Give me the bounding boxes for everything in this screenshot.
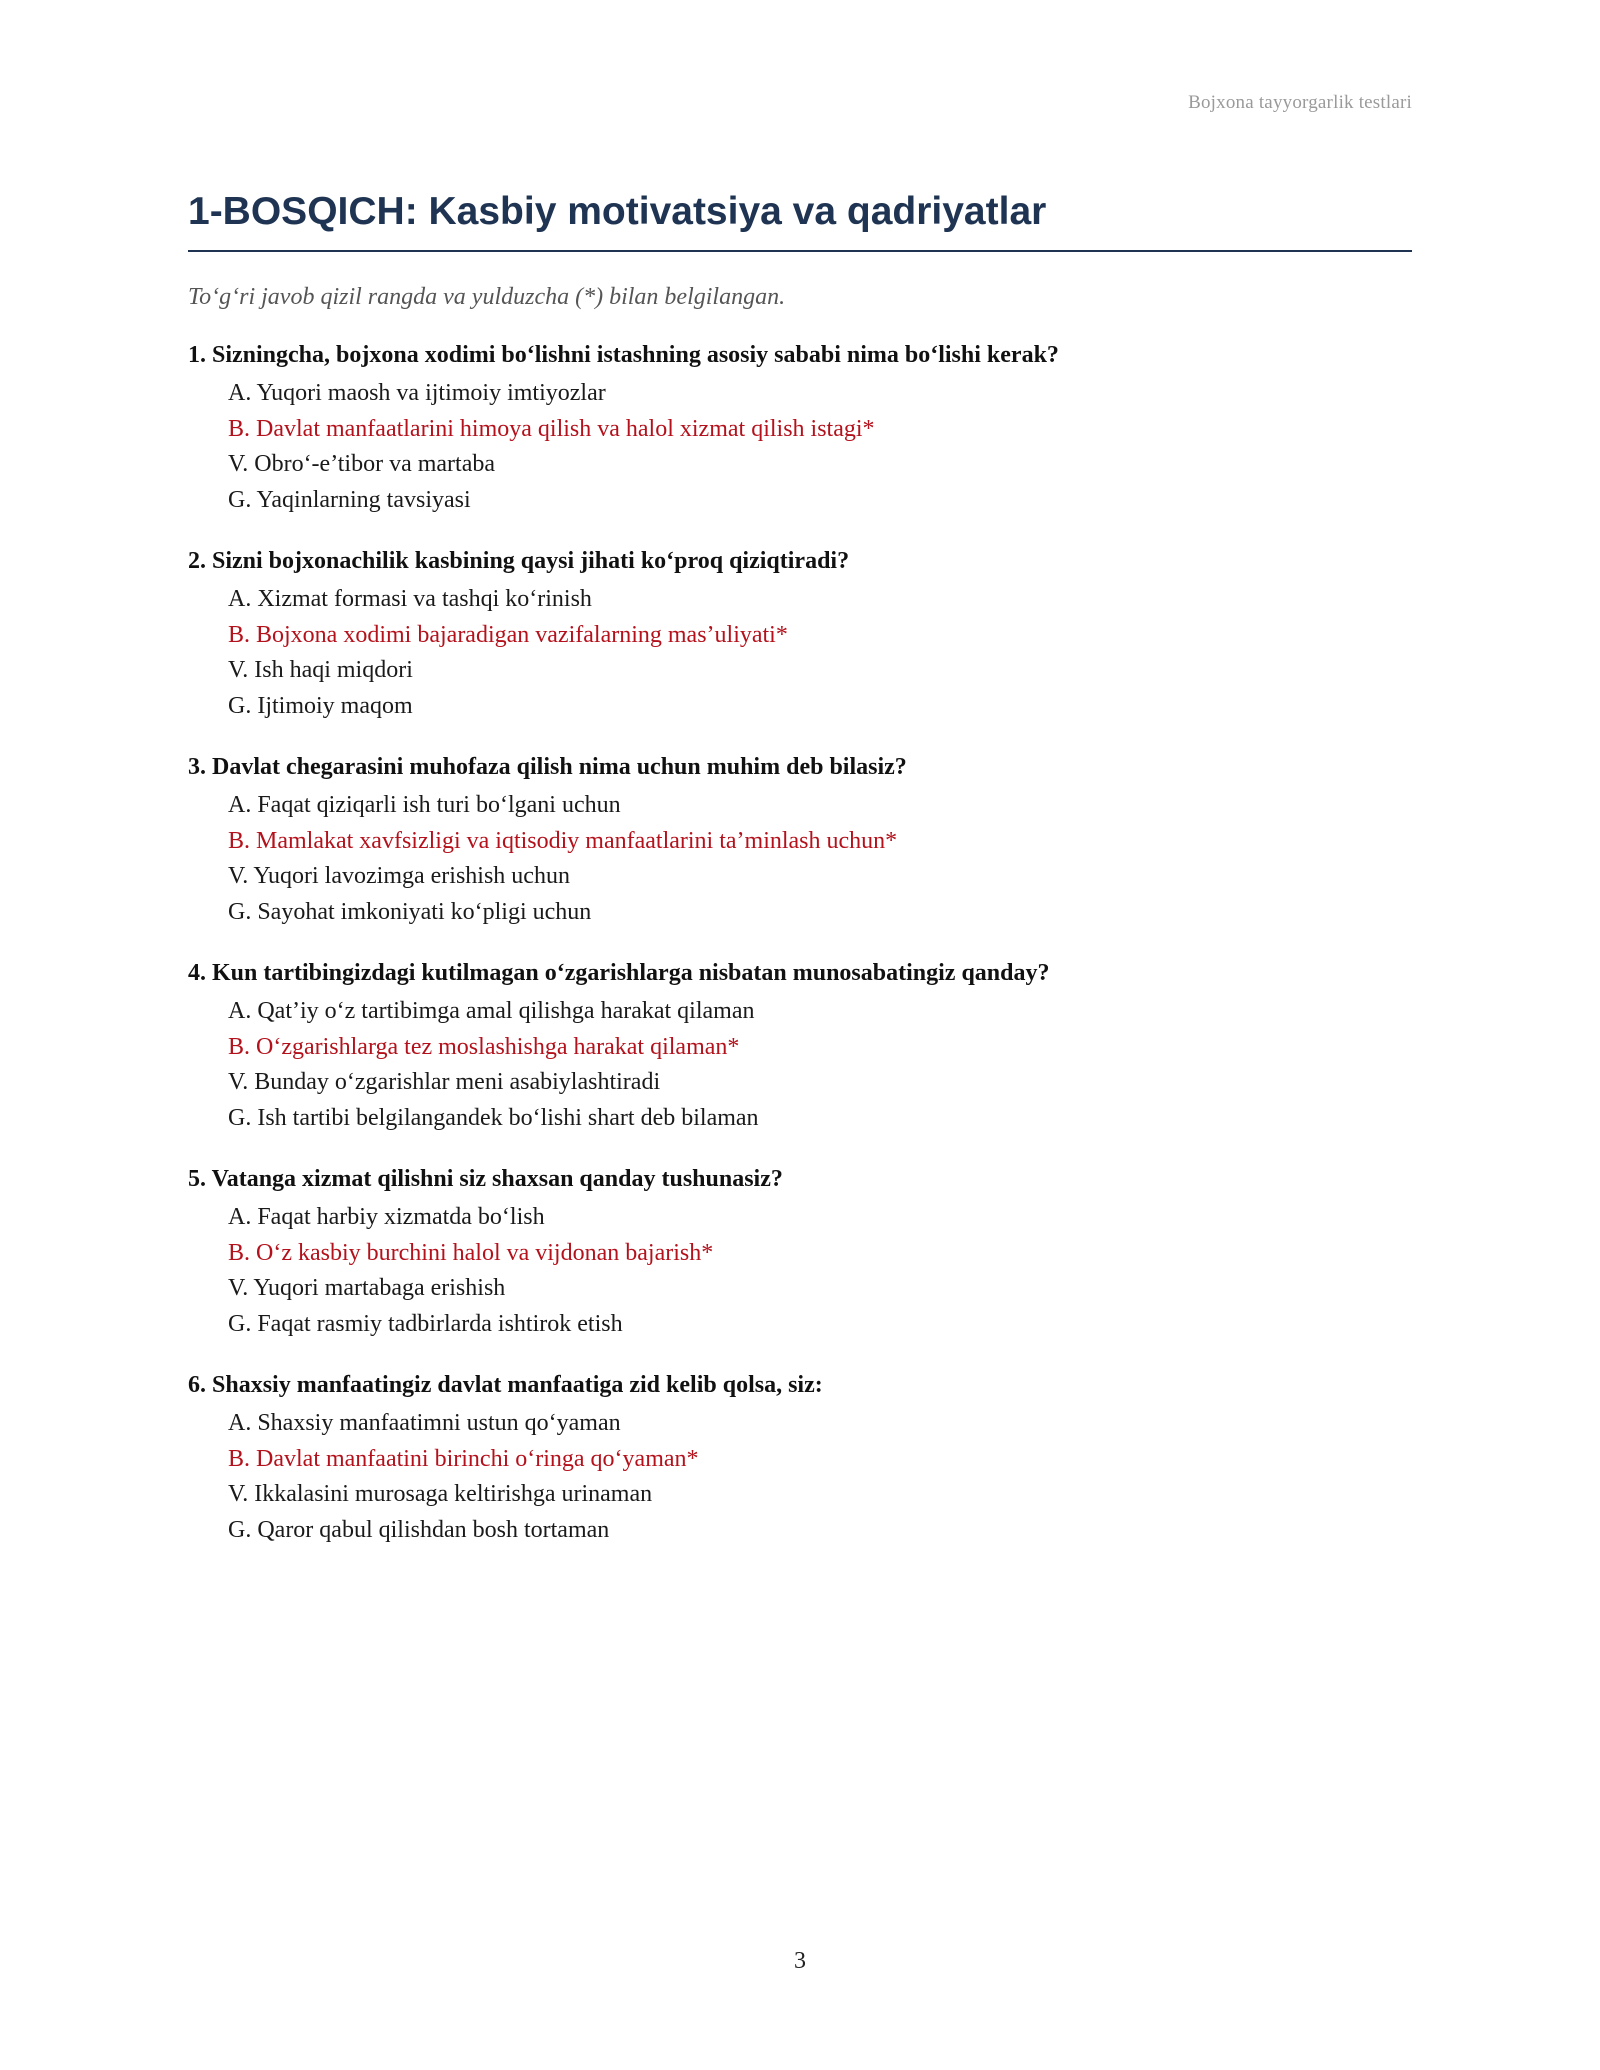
option-a: A. Faqat qiziqarli ish turi bo‘lgani uchun — [228, 792, 621, 818]
answer-key-note: To‘g‘ri javob qizil rangda va yulduzcha (*) bilan belgilangan. — [188, 284, 786, 310]
question-text: 2. Sizni bojxonachilik kasbining qaysi jihati ko‘proq qiziqtiradi? — [188, 548, 850, 574]
question-6 — [188, 1370, 1412, 1548]
question-text: 1. Sizningcha, bojxona xodimi bo‘lishni istashning asosiy sababi nima bo‘lishi kerak? — [188, 342, 1059, 368]
option-g: G. Ish tartibi belgilangandek bo‘lishi shart deb bilaman — [228, 1104, 759, 1131]
option-a: A. Shaxsiy manfaatimni ustun qo‘yaman — [228, 1410, 621, 1436]
question-1 — [188, 340, 1412, 518]
option-list — [188, 1200, 1412, 1342]
question-text: 3. Davlat chegarasini muhofaza qilish nima uchun muhim deb bilasiz? — [188, 754, 907, 780]
page-content — [188, 188, 1412, 1548]
option-v: V. Yuqori martabaga erishish — [228, 1275, 506, 1301]
question-2 — [188, 546, 1412, 724]
option-list — [188, 376, 1412, 518]
question-text: 6. Shaxsiy manfaatingiz davlat manfaatiga zid kelib qolsa, siz: — [188, 1372, 823, 1398]
option-a: A. Yuqori maosh va ijtimoiy imtiyozlar — [228, 380, 606, 406]
option-b-correct: B. Mamlakat xavfsizligi va iqtisodiy manfaatlarini ta’minlash uchun* — [228, 827, 898, 854]
option-v: V. Ish haqi miqdori — [228, 657, 413, 683]
option-a: A. Qat’iy o‘z tartibimga amal qilishga harakat qilaman — [228, 998, 755, 1024]
question-5 — [188, 1164, 1412, 1342]
option-v: V. Obro‘-e’tibor va martaba — [228, 451, 496, 477]
option-a: A. Xizmat formasi va tashqi ko‘rinish — [228, 586, 592, 612]
option-g: G. Sayohat imkoniyati ko‘pligi uchun — [228, 898, 592, 925]
option-g: G. Faqat rasmiy tadbirlarda ishtirok etish — [228, 1310, 623, 1337]
option-list — [188, 788, 1412, 930]
option-g: G. Ijtimoiy maqom — [228, 692, 413, 719]
running-header: Bojxona tayyorgarlik testlari — [1188, 92, 1412, 113]
option-g: G. Qaror qabul qilishdan bosh tortaman — [228, 1516, 610, 1543]
option-b-correct: B. O‘zgarishlarga tez moslashishga harakat qilaman* — [228, 1033, 740, 1060]
option-g: G. Yaqinlarning tavsiyasi — [228, 486, 471, 513]
question-text: 5. Vatanga xizmat qilishni siz shaxsan qanday tushunasiz? — [188, 1166, 783, 1192]
question-3 — [188, 752, 1412, 930]
option-b-correct: B. Bojxona xodimi bajaradigan vazifalarning mas’uliyati* — [228, 621, 788, 648]
option-list — [188, 994, 1412, 1136]
section-title: 1-BOSQICH: Kasbiy motivatsiya va qadriyatlar — [188, 188, 1412, 252]
option-v: V. Yuqori lavozimga erishish uchun — [228, 863, 570, 889]
option-b-correct: B. Davlat manfaatini birinchi o‘ringa qo‘yaman* — [228, 1445, 699, 1472]
question-4 — [188, 958, 1412, 1136]
option-list — [188, 1406, 1412, 1548]
option-v: V. Ikkalasini murosaga keltirishga urinaman — [228, 1481, 653, 1507]
option-b-correct: B. O‘z kasbiy burchini halol va vijdonan bajarish* — [228, 1239, 714, 1266]
option-list — [188, 582, 1412, 724]
question-text: 4. Kun tartibingizdagi kutilmagan o‘zgarishlarga nisbatan munosabatingiz qanday? — [188, 960, 1050, 986]
option-v: V. Bunday o‘zgarishlar meni asabiylashtiradi — [228, 1069, 661, 1095]
page-number: 3 — [794, 1948, 806, 1974]
option-b-correct: B. Davlat manfaatlarini himoya qilish va halol xizmat qilish istagi* — [228, 415, 875, 442]
option-a: A. Faqat harbiy xizmatda bo‘lish — [228, 1204, 545, 1230]
